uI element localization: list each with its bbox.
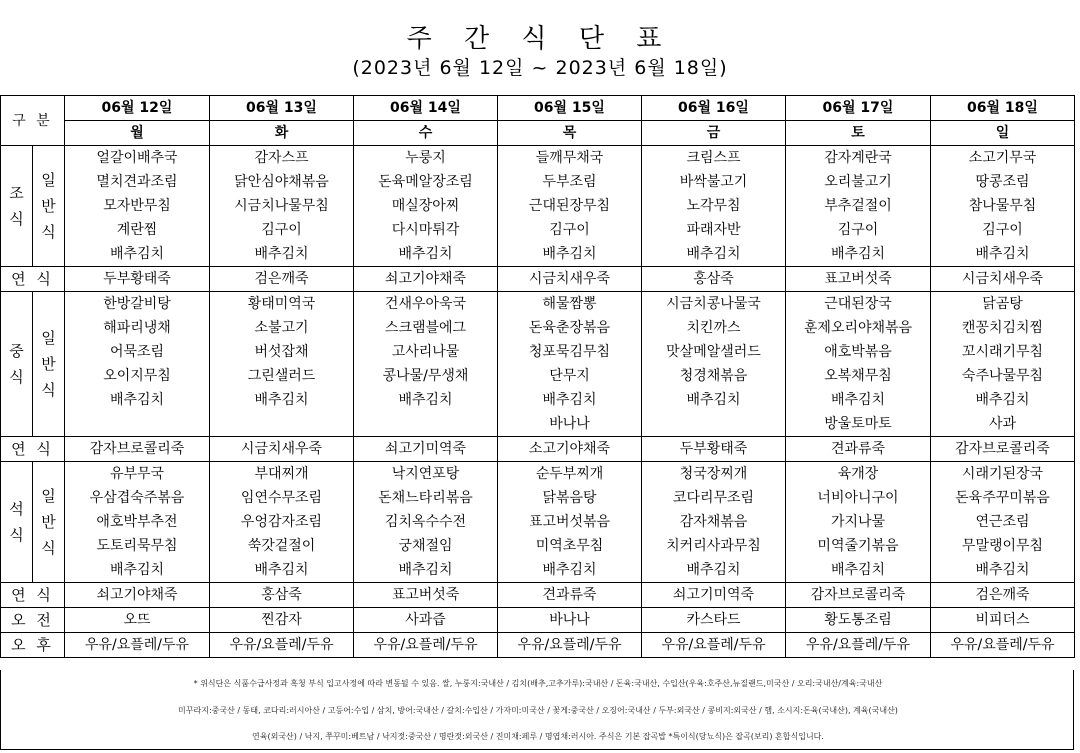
porridge-item: 표고버섯죽 [786, 267, 931, 292]
meal-type-label: 일 반 식 [33, 146, 65, 267]
porridge-item: 감자브로콜리죽 [65, 437, 210, 462]
date-header: 06월 13일 [210, 96, 354, 121]
menu-item: 바싹불고기 [642, 170, 786, 194]
menu-item: 우삼겹숙주볶음 [65, 486, 210, 510]
porridge-item: 견과류죽 [786, 437, 931, 462]
menu-item: 감자채볶음 [642, 510, 786, 534]
menu-item: 청포묵김무침 [498, 340, 642, 364]
am-snack-item: 찐감자 [210, 608, 354, 633]
menu-item: 궁채절임 [354, 534, 498, 558]
pm-snack-item: 우유/요플레/두유 [354, 633, 498, 658]
menu-item: 배추김치 [210, 242, 354, 267]
menu-item: 우엉감자조림 [210, 510, 354, 534]
menu-item: 파래자반 [642, 218, 786, 242]
menu-item: 순두부찌개 [498, 462, 642, 487]
menu-item: 배추김치 [498, 558, 642, 583]
am-snack-item: 바나나 [498, 608, 642, 633]
menu-item: 배추김치 [931, 242, 1075, 267]
header-label: 구 분 [1, 96, 65, 146]
menu-item: 감자계란국 [786, 146, 931, 171]
menu-item: 배추김치 [931, 388, 1075, 412]
note-line: 미꾸라지:중국산 / 동태, 코다리:러시아산 / 고등어:수입 / 삼치, 방어:국내산 / 갈치:수입산 / 가자미:미국산 / 꽃게:중국산 / 오징어:국내산 / 두부:외국산 / 콩비지:외국산 / 햄, 소시지:돈육(국내산), 계육(국내산) [178, 706, 898, 715]
menu-item: 소고기무국 [931, 146, 1075, 171]
menu-item: 김구이 [498, 218, 642, 242]
menu-item: 바나나 [498, 412, 642, 437]
menu-item: 맛살메알샐러드 [642, 340, 786, 364]
pm-snack-item: 우유/요플레/두유 [498, 633, 642, 658]
menu-item: 김치옥수수전 [354, 510, 498, 534]
porridge-item: 쇠고기미역죽 [354, 437, 498, 462]
date-header: 06월 17일 [786, 96, 931, 121]
menu-item: 배추김치 [642, 242, 786, 267]
porridge-item: 홍삼죽 [210, 583, 354, 608]
menu-item: 애호박부추전 [65, 510, 210, 534]
porridge-item: 두부황태죽 [642, 437, 786, 462]
day-header: 수 [354, 121, 498, 146]
am-snack-item: 카스타드 [642, 608, 786, 633]
menu-item: 돈육주꾸미볶음 [931, 486, 1075, 510]
menu-item: 배추김치 [354, 388, 498, 412]
pm-snack-item: 우유/요플레/두유 [210, 633, 354, 658]
menu-item: 코다리무조림 [642, 486, 786, 510]
menu-item: 단무지 [498, 364, 642, 388]
menu-item [354, 412, 498, 437]
menu-item: 건새우아욱국 [354, 292, 498, 317]
menu-item: 노각무침 [642, 194, 786, 218]
menu-item: 치커리사과무침 [642, 534, 786, 558]
porridge-item: 견과류죽 [498, 583, 642, 608]
date-header: 06월 18일 [931, 96, 1075, 121]
menu-item: 시래기된장국 [931, 462, 1075, 487]
menu-item: 멸치견과조림 [65, 170, 210, 194]
am-snack-item: 황도통조림 [786, 608, 931, 633]
day-header: 토 [786, 121, 931, 146]
menu-item: 모자반무침 [65, 194, 210, 218]
menu-item: 다시마튀각 [354, 218, 498, 242]
am-snack-item: 사과즙 [354, 608, 498, 633]
menu-item: 유부무국 [65, 462, 210, 487]
menu-item: 너비아니구이 [786, 486, 931, 510]
day-header: 금 [642, 121, 786, 146]
menu-item: 해물짬뽕 [498, 292, 642, 317]
menu-item: 사과 [931, 412, 1075, 437]
menu-item: 부대찌개 [210, 462, 354, 487]
notes-box [0, 670, 1074, 750]
pm-snack-item: 우유/요플레/두유 [65, 633, 210, 658]
menu-item: 김구이 [210, 218, 354, 242]
note-line: * 위식단은 식품수급사정과 혹청 부식 입고사정에 따라 변동될 수 있음. 쌀, 누룽지:국내산 / 김치(배추,고추가루):국내산 / 돈육:국내산, 수입산(우육:호주산,뉴질랜드,미국산 / 오리:국내산/계육:국내산 [193, 679, 883, 688]
menu-item: 누룽지 [354, 146, 498, 171]
menu-item: 미역줄기볶음 [786, 534, 931, 558]
porridge-label: 연 식 [1, 267, 65, 292]
porridge-item: 시금치새우죽 [931, 267, 1075, 292]
porridge-item: 쇠고기야채죽 [65, 583, 210, 608]
menu-item: 육개장 [786, 462, 931, 487]
menu-item: 배추김치 [642, 558, 786, 583]
menu-item: 숙주나물무침 [931, 364, 1075, 388]
day-header: 목 [498, 121, 642, 146]
menu-item: 캔꽁치김치찜 [931, 316, 1075, 340]
menu-item: 배추김치 [786, 242, 931, 267]
menu-item: 배추김치 [65, 388, 210, 412]
porridge-item: 홍삼죽 [642, 267, 786, 292]
menu-item: 감자스프 [210, 146, 354, 171]
menu-item [642, 412, 786, 437]
menu-item: 콩나물/무생채 [354, 364, 498, 388]
menu-item: 크림스프 [642, 146, 786, 171]
date-range: (2023년 6월 12일 ~ 2023년 6월 18일) [352, 57, 728, 79]
day-header: 일 [931, 121, 1075, 146]
menu-item: 오이지무침 [65, 364, 210, 388]
porridge-item: 소고기야채죽 [498, 437, 642, 462]
meal-label: 중 식 [1, 292, 33, 437]
menu-item: 들깨무채국 [498, 146, 642, 171]
menu-item: 오리불고기 [786, 170, 931, 194]
menu-item: 배추김치 [642, 388, 786, 412]
menu-item: 무말랭이무침 [931, 534, 1075, 558]
menu-item: 방울토마토 [786, 412, 931, 437]
menu-item: 김구이 [786, 218, 931, 242]
porridge-item: 시금치새우죽 [498, 267, 642, 292]
note-line: 연육(외국산) / 낙지, 쭈꾸미:베트남 / 낙지젓:중국산 / 명란젓:외국산 / 진미채:페루 / 명엽채:러시아. 주식은 기본 잡곡밥 *특이식(당뇨식)은 잡곡(보리) 혼합식입니다. [252, 732, 824, 741]
menu-item: 돈육메알장조림 [354, 170, 498, 194]
menu-item: 배추김치 [354, 558, 498, 583]
meal-type-label: 일 반 식 [33, 292, 65, 437]
porridge-item: 쇠고기야채죽 [354, 267, 498, 292]
menu-item: 배추김치 [786, 558, 931, 583]
menu-item: 어묵조림 [65, 340, 210, 364]
pm-snack-label: 오 후 [1, 633, 65, 658]
meal-label: 조 식 [1, 146, 33, 267]
menu-item: 배추김치 [354, 242, 498, 267]
menu-item: 표고버섯볶음 [498, 510, 642, 534]
am-snack-item: 비피더스 [931, 608, 1075, 633]
menu-item: 닭안심야채볶음 [210, 170, 354, 194]
menu-item: 매실장아찌 [354, 194, 498, 218]
menu-item: 미역초무침 [498, 534, 642, 558]
menu-item: 배추김치 [65, 558, 210, 583]
menu-item: 얼갈이배추국 [65, 146, 210, 171]
porridge-item: 시금치새우죽 [210, 437, 354, 462]
menu-item: 청경채볶음 [642, 364, 786, 388]
menu-item: 오복채무침 [786, 364, 931, 388]
date-header: 06월 15일 [498, 96, 642, 121]
menu-item: 참나물무침 [931, 194, 1075, 218]
page-title: 주 간 식 단 표 [406, 24, 674, 54]
menu-item: 낙지연포탕 [354, 462, 498, 487]
menu-item: 훈제오리야채볶음 [786, 316, 931, 340]
menu-item: 돈채느타리볶음 [354, 486, 498, 510]
meal-type-label: 일 반 식 [33, 462, 65, 583]
porridge-item: 검은깨죽 [210, 267, 354, 292]
menu-item: 치킨까스 [642, 316, 786, 340]
weekly-menu-table [0, 95, 1075, 658]
am-snack-label: 오 전 [1, 608, 65, 633]
menu-item: 청국장찌개 [642, 462, 786, 487]
menu-item: 시금치콩나물국 [642, 292, 786, 317]
menu-item: 김구이 [931, 218, 1075, 242]
menu-item: 연근조림 [931, 510, 1075, 534]
menu-item: 한방갈비탕 [65, 292, 210, 317]
porridge-item: 두부황태죽 [65, 267, 210, 292]
menu-item: 애호박볶음 [786, 340, 931, 364]
menu-item: 소불고기 [210, 316, 354, 340]
menu-item: 스크램블에그 [354, 316, 498, 340]
pm-snack-item: 우유/요플레/두유 [642, 633, 786, 658]
porridge-item: 감자브로콜리죽 [786, 583, 931, 608]
menu-item: 땅콩조림 [931, 170, 1075, 194]
menu-item: 닭볶음탕 [498, 486, 642, 510]
menu-item: 도토리묵무침 [65, 534, 210, 558]
porridge-item: 감자브로콜리죽 [931, 437, 1075, 462]
date-header: 06월 12일 [65, 96, 210, 121]
date-header: 06월 14일 [354, 96, 498, 121]
menu-item: 근대된장국 [786, 292, 931, 317]
menu-item [210, 412, 354, 437]
menu-item: 해파리냉채 [65, 316, 210, 340]
menu-item: 배추김치 [786, 388, 931, 412]
menu-item: 배추김치 [498, 242, 642, 267]
porridge-item: 검은깨죽 [931, 583, 1075, 608]
menu-item: 그린샐러드 [210, 364, 354, 388]
menu-item: 계란찜 [65, 218, 210, 242]
menu-item: 배추김치 [210, 558, 354, 583]
menu-item: 가지나물 [786, 510, 931, 534]
porridge-item: 쇠고기미역죽 [642, 583, 786, 608]
menu-item: 닭곰탕 [931, 292, 1075, 317]
menu-item [65, 412, 210, 437]
menu-item: 배추김치 [210, 388, 354, 412]
am-snack-item: 오뜨 [65, 608, 210, 633]
porridge-item: 표고버섯죽 [354, 583, 498, 608]
menu-item: 시금치나물무침 [210, 194, 354, 218]
menu-item: 배추김치 [931, 558, 1075, 583]
menu-item: 버섯잡채 [210, 340, 354, 364]
day-header: 화 [210, 121, 354, 146]
porridge-label: 연 식 [1, 437, 65, 462]
pm-snack-item: 우유/요플레/두유 [786, 633, 931, 658]
menu-item: 황태미역국 [210, 292, 354, 317]
menu-item: 두부조림 [498, 170, 642, 194]
porridge-label: 연 식 [1, 583, 65, 608]
menu-item: 근대된장무침 [498, 194, 642, 218]
menu-item: 쑥갓겉절이 [210, 534, 354, 558]
menu-item: 고사리나물 [354, 340, 498, 364]
meal-label: 석 식 [1, 462, 33, 583]
pm-snack-item: 우유/요플레/두유 [931, 633, 1075, 658]
menu-item: 꼬시래기무침 [931, 340, 1075, 364]
day-header: 월 [65, 121, 210, 146]
menu-item: 돈육춘장볶음 [498, 316, 642, 340]
menu-item: 부추겉절이 [786, 194, 931, 218]
menu-item: 임연수무조림 [210, 486, 354, 510]
menu-item: 배추김치 [65, 242, 210, 267]
menu-item: 배추김치 [498, 388, 642, 412]
date-header: 06월 16일 [642, 96, 786, 121]
